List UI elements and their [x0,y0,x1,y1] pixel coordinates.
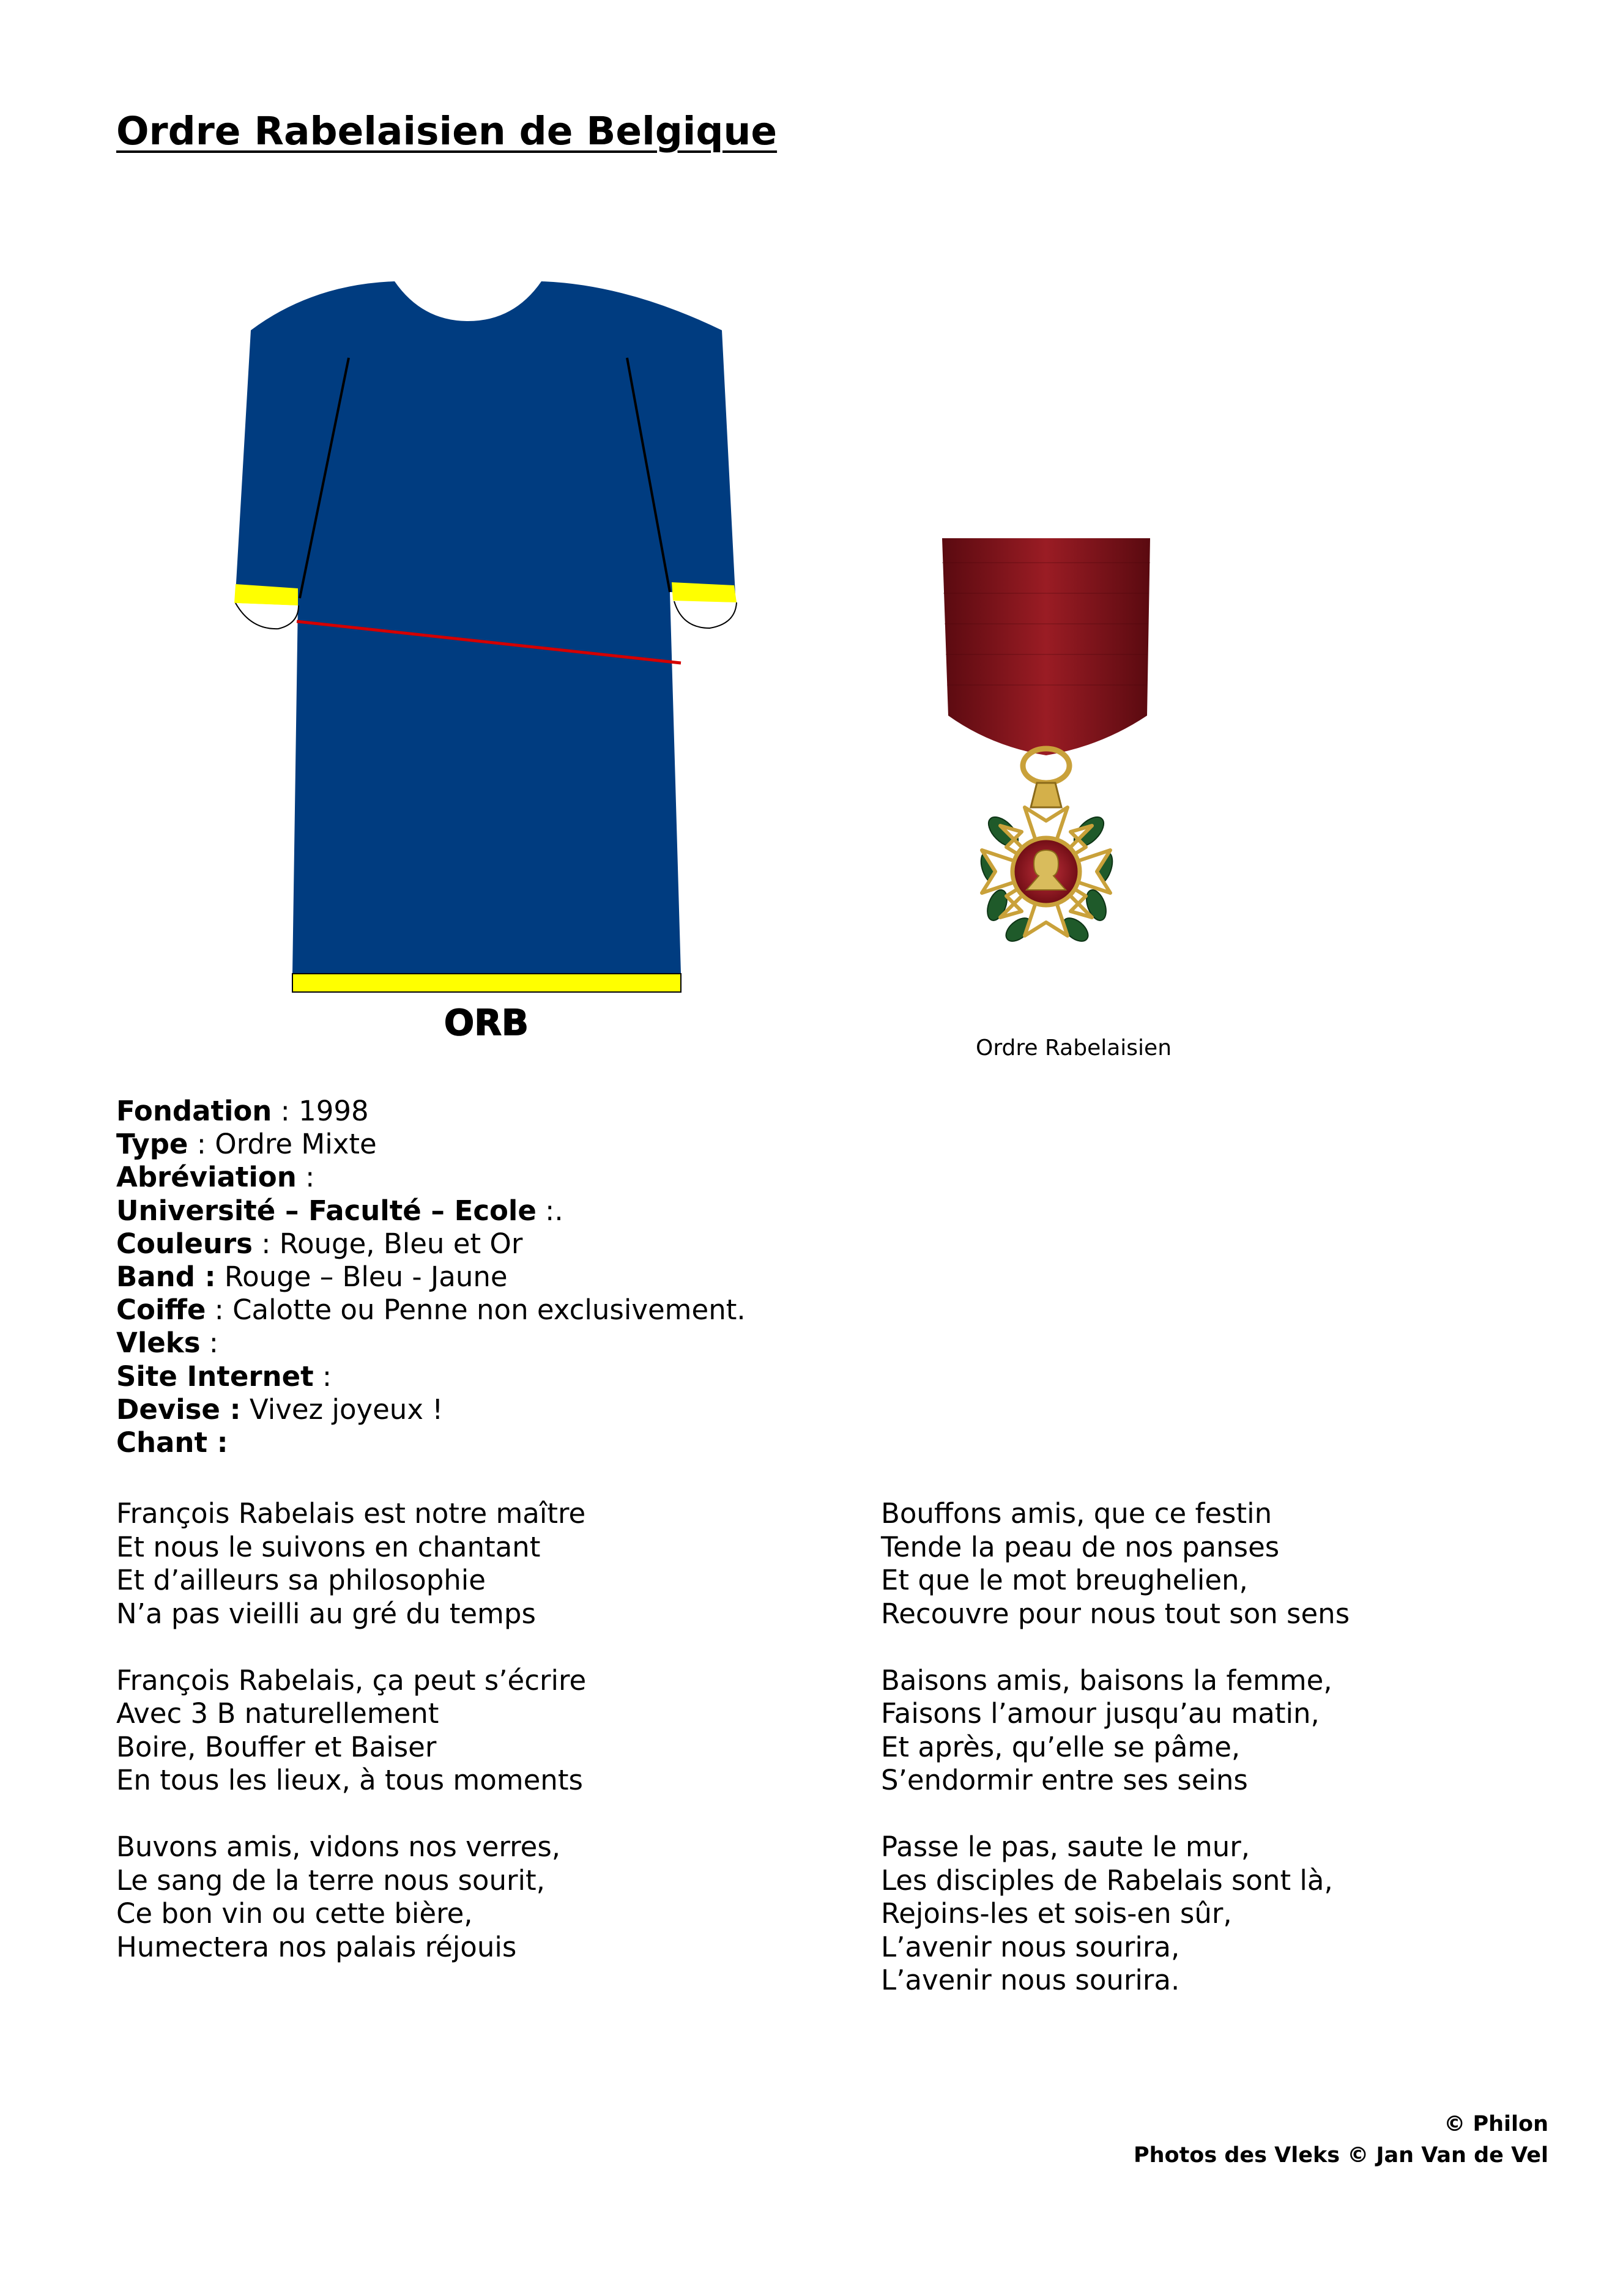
hem-trim [292,974,681,992]
info-value: 1998 [299,1095,369,1127]
song-line: Boire, Bouffer et Baiser [116,1730,437,1763]
info-separator [216,1261,225,1293]
info-label: Coiffe [116,1294,206,1327]
info-value: Vivez joyeux ! [249,1393,444,1426]
credit-photos: Photos des Vleks © Jan Van de Vel [1133,2143,1548,2168]
medal-ribbon [942,538,1150,755]
tunic-body [236,281,735,974]
info-separator: : [200,1327,228,1360]
info-label: Chant : [116,1426,228,1459]
song-line: Humectera nos palais réjouis [116,1930,517,1963]
info-separator: :. [536,1194,563,1227]
info-row-universite [116,1194,746,1228]
song-line: Et d’ailleurs sa philosophie [116,1564,486,1596]
song-line: Tende la peau de nos panses [881,1530,1280,1563]
info-separator: : [313,1360,341,1393]
song-line: Et nous le suivons en chantant [116,1530,541,1563]
info-row-chant [116,1426,746,1459]
credits [1134,2109,1548,2171]
credit-author: © Philon [1444,2112,1548,2136]
info-separator: : [252,1227,280,1260]
medal-caption: Ordre Rabelaisien [975,1035,1172,1061]
info-row-vleks [116,1327,746,1360]
song-line: L’avenir nous sourira. [881,1964,1180,1996]
song-line: Ce bon vin ou cette bière, [116,1897,473,1930]
song-stanza [881,1664,1350,1798]
info-label: Fondation [116,1095,272,1127]
song-line: Faisons l’amour jusqu’au matin, [881,1697,1320,1730]
info-block [116,1095,746,1459]
info-label: Abréviation [116,1161,297,1194]
info-value: Calotte ou Penne non exclusivement. [232,1294,746,1327]
info-label: Band : [116,1261,216,1294]
song-line: Avec 3 B naturellement [116,1697,439,1730]
info-value: Rouge – Bleu - Jaune [224,1261,508,1294]
info-row-coiffe [116,1294,746,1327]
page-title: Ordre Rabelaisien de Belgique [116,109,778,154]
song-line: Passe le pas, saute le mur, [881,1831,1250,1863]
song-line: En tous les lieux, à tous moments [116,1764,583,1796]
tunic-label: ORB [444,1002,529,1040]
info-row-band [116,1261,746,1294]
info-separator [241,1393,250,1426]
song-line: S’endormir entre ses seins [881,1764,1248,1796]
info-label: Type [116,1128,188,1161]
info-row-site-internet [116,1360,746,1393]
song-line: L’avenir nous sourira, [881,1930,1180,1963]
song-column-right [881,1497,1350,2031]
song-line: Et après, qu’elle se pâme, [881,1730,1241,1763]
song-column-left [116,1497,586,1998]
song-stanza [881,1497,1350,1631]
song-line: Bouffons amis, que ce festin [881,1497,1272,1530]
info-row-couleurs [116,1228,746,1261]
info-label: Couleurs [116,1227,253,1260]
info-row-type [116,1128,746,1161]
info-separator: : [296,1161,324,1194]
song-line: Le sang de la terre nous sourit, [116,1864,545,1897]
right-cuff-trim [672,582,737,602]
song-stanza [116,1664,586,1798]
tunic-illustration [232,263,746,1040]
info-label: Site Internet [116,1360,314,1393]
info-separator: : [188,1128,215,1161]
info-row-devise [116,1393,746,1426]
song-line: Les disciples de Rabelais sont là, [881,1864,1333,1897]
song-line: Buvons amis, vidons nos verres, [116,1831,561,1863]
info-separator: : [206,1294,233,1327]
info-label: Université – Faculté – Ecole [116,1194,537,1227]
song-line: François Rabelais est notre maître [116,1497,586,1530]
info-row-fondation [116,1095,746,1128]
info-value: Ordre Mixte [215,1128,377,1161]
song-stanza [116,1497,586,1631]
info-separator: : [272,1095,299,1127]
song-stanza [881,1831,1350,1998]
song-line: François Rabelais, ça peut s’écrire [116,1664,587,1697]
info-row-abreviation [116,1161,746,1194]
song-line: Et que le mot breughelien, [881,1564,1248,1596]
info-label: Devise : [116,1393,241,1426]
song-line: Recouvre pour nous tout son sens [881,1597,1350,1630]
song-line: N’a pas vieilli au gré du temps [116,1597,536,1630]
song-line: Rejoins-les et sois-en sûr, [881,1897,1232,1930]
info-label: Vleks [116,1327,201,1360]
song-line: Baisons amis, baisons la femme, [881,1664,1332,1697]
info-value: Rouge, Bleu et Or [279,1227,523,1260]
medal-illustration [936,538,1181,1028]
song-stanza [116,1831,586,1964]
